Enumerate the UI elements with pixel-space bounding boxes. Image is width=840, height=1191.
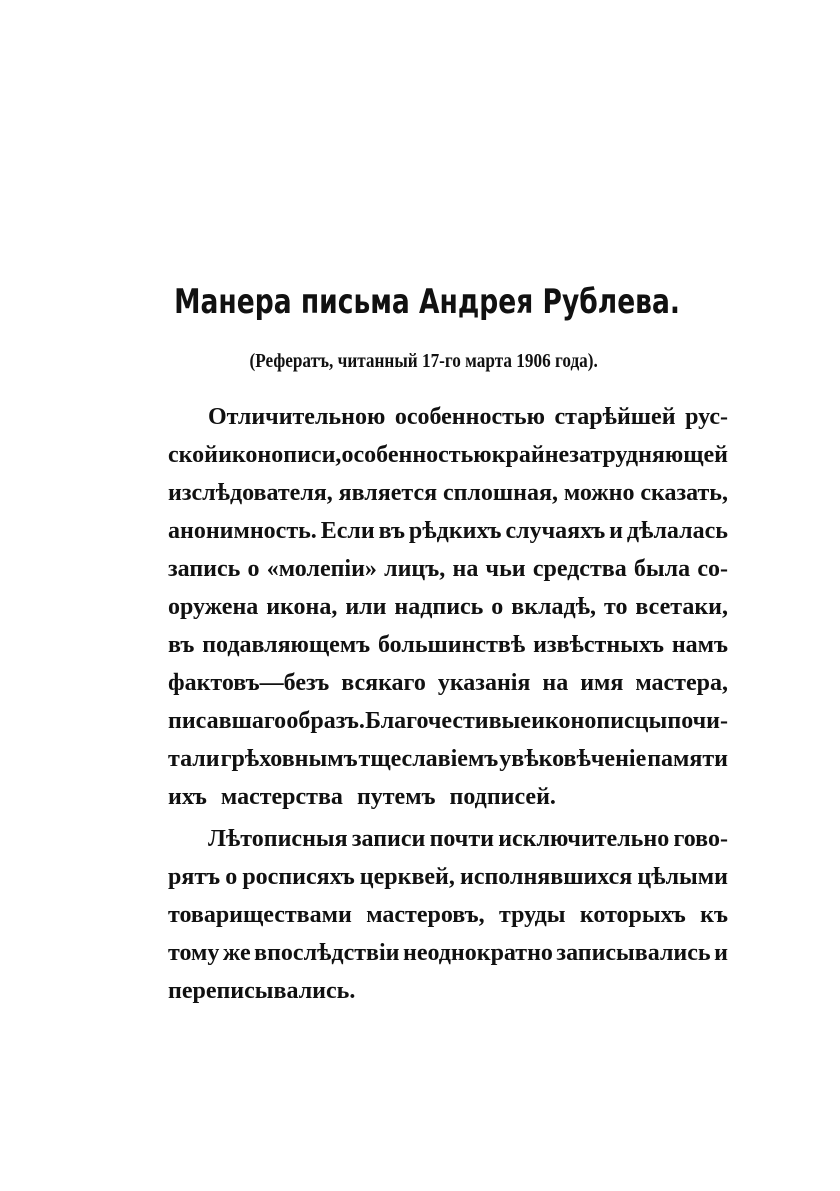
word: иконописцы <box>531 708 668 734</box>
word: и <box>714 940 728 966</box>
word: росписяхъ <box>242 864 355 890</box>
paragraph <box>168 398 728 816</box>
word: писавшаго <box>168 708 287 734</box>
word: всякаго <box>341 670 426 696</box>
paragraph <box>168 820 728 1010</box>
word: мастерства <box>220 784 343 810</box>
word: образъ. <box>286 708 365 734</box>
word: почи- <box>667 708 728 734</box>
text-line <box>168 664 728 702</box>
text-line <box>168 512 728 550</box>
word: товариществами <box>168 902 352 928</box>
word: надпись <box>394 594 484 620</box>
text-line <box>168 896 728 934</box>
word: на <box>452 556 479 582</box>
word: подавляющемъ <box>202 632 371 658</box>
word: указанія <box>437 670 531 696</box>
word: большинствѣ <box>377 632 526 658</box>
text-line <box>168 626 728 664</box>
word: запись <box>168 556 241 582</box>
word: Благочестивые <box>365 708 531 734</box>
word: особенностью <box>394 404 545 430</box>
word: исключительно <box>498 826 670 852</box>
word: мастера, <box>635 670 728 696</box>
word: была <box>633 556 691 582</box>
word: особенностью <box>341 442 492 468</box>
word: дѣлалась <box>626 518 728 544</box>
word: можно <box>563 480 635 506</box>
word: же <box>222 940 251 966</box>
word: памяти <box>647 746 728 772</box>
text-line <box>168 934 728 972</box>
word: чьи <box>485 556 526 582</box>
word: рѣдкихъ <box>408 518 502 544</box>
word: подписей. <box>449 784 556 810</box>
text-line <box>168 740 728 778</box>
word: фактовъ—безъ <box>168 670 330 696</box>
text-line <box>168 820 728 858</box>
word: на <box>542 670 569 696</box>
word: всетаки, <box>635 594 728 620</box>
word: является <box>338 480 438 506</box>
text-line <box>168 474 728 512</box>
word: старѣйшей <box>554 404 676 430</box>
word: «молепіи» <box>266 556 377 582</box>
word: о <box>247 556 260 582</box>
word: цѣлыми <box>637 864 728 890</box>
page-subtitle: (Рефератъ, читанный 17-го марта 1906 года). <box>249 350 598 372</box>
word: мастеровъ, <box>366 902 485 928</box>
word: имя <box>580 670 624 696</box>
word: гово- <box>673 826 728 852</box>
word: къ <box>700 902 728 928</box>
word: и <box>609 518 623 544</box>
word: Лѣтописныя <box>208 826 348 852</box>
word: неоднократно <box>402 940 553 966</box>
word: икона, <box>266 594 338 620</box>
text-line <box>168 398 728 436</box>
text-line <box>168 778 728 816</box>
word: тщеславіемъ <box>358 746 499 772</box>
page-title: Манера письма Андрея Рублева. <box>174 282 680 322</box>
word: крайне <box>491 442 570 468</box>
word: впослѣдствіи <box>254 940 400 966</box>
text-line <box>168 550 728 588</box>
word: тому <box>168 940 220 966</box>
word: сказать, <box>640 480 728 506</box>
word: вкладѣ, <box>511 594 597 620</box>
word: извѣстныхъ <box>533 632 664 658</box>
text-line <box>168 588 728 626</box>
word: путемъ <box>356 784 436 810</box>
word: исполнявшихся <box>459 864 633 890</box>
word: рятъ <box>168 864 221 890</box>
text-line <box>168 702 728 740</box>
word: Отличительною <box>208 404 386 430</box>
word: то <box>603 594 628 620</box>
word: ской <box>168 442 218 468</box>
text-line <box>168 972 728 1010</box>
word: сплошная, <box>442 480 558 506</box>
word: оружена <box>168 594 259 620</box>
word: въ <box>378 518 405 544</box>
word: анонимность. <box>168 518 317 544</box>
word: намъ <box>671 632 728 658</box>
word: затрудняющей <box>569 442 728 468</box>
word: иконописи, <box>218 442 342 468</box>
word: грѣховнымъ <box>220 746 358 772</box>
word: въ <box>168 632 195 658</box>
word: ихъ <box>168 784 207 810</box>
word: средства <box>532 556 627 582</box>
word: случаяхъ <box>505 518 606 544</box>
word: записи <box>351 826 426 852</box>
text-line <box>168 436 728 474</box>
word: переписывались. <box>168 978 356 1004</box>
word: почти <box>429 826 494 852</box>
word: лицъ, <box>384 556 446 582</box>
word: которыхъ <box>579 902 686 928</box>
word: о <box>225 864 238 890</box>
word: увѣковѣченіе <box>499 746 647 772</box>
word: со- <box>697 556 728 582</box>
document-body <box>168 398 728 1010</box>
word: или <box>345 594 387 620</box>
word: церквей, <box>359 864 455 890</box>
word: о <box>491 594 504 620</box>
word: рус- <box>685 404 728 430</box>
text-line <box>168 858 728 896</box>
word: записывались <box>556 940 711 966</box>
word: труды <box>499 902 566 928</box>
word: изслѣдователя, <box>168 480 333 506</box>
word: Если <box>320 518 375 544</box>
word: тали <box>168 746 220 772</box>
